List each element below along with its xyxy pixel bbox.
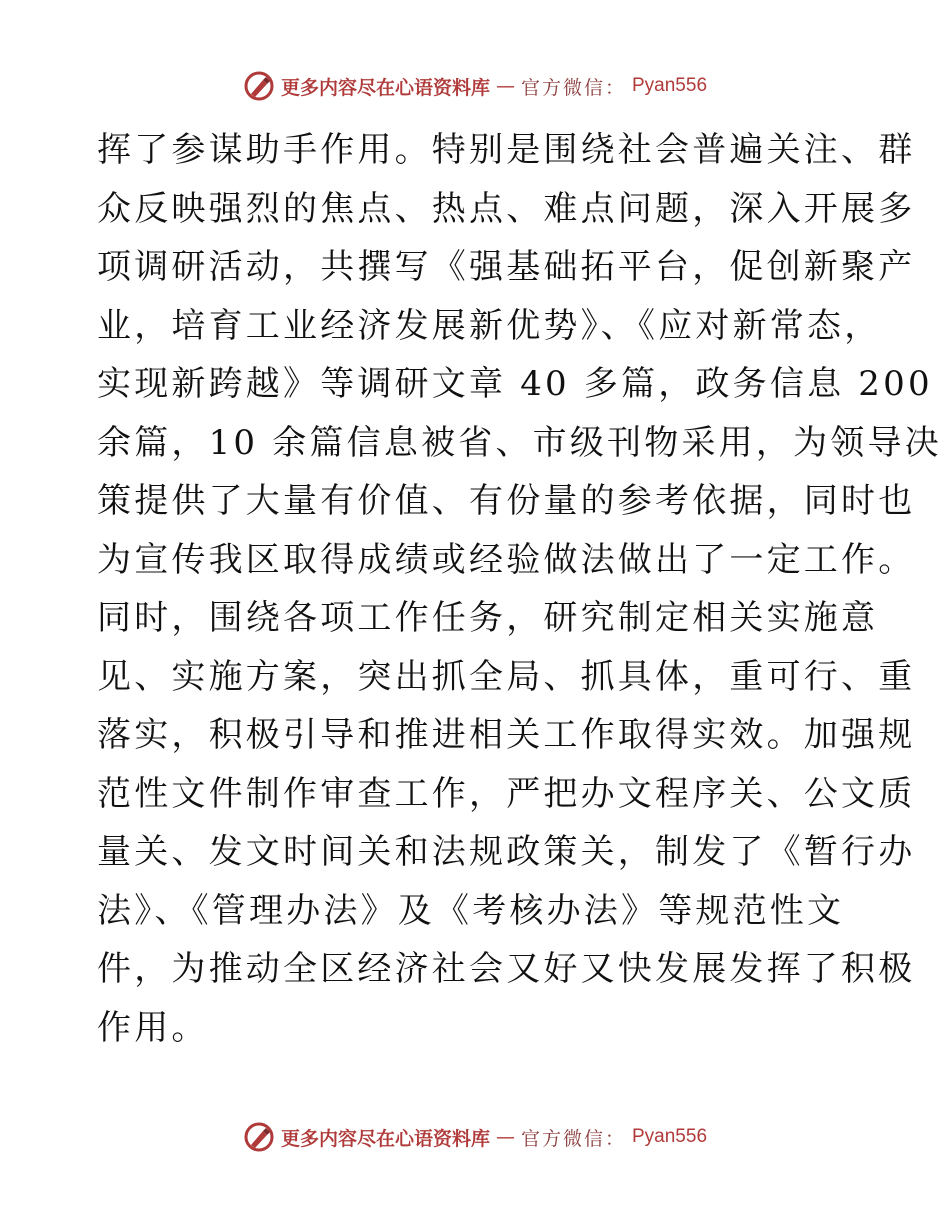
text-line: 见、实施方案，突出抓全局、抓具体，重可行、重 bbox=[97, 656, 916, 697]
header-wechat-label: 官方微信： bbox=[520, 76, 626, 99]
text-line: 量关、发文时间关和法规政策关，制发了《暂行办 bbox=[97, 832, 916, 872]
text-line: 策提供了大量有价值、有份量的参考依据，同时也 bbox=[97, 481, 916, 521]
text-line: 挥了参谋助手作用。特别是围绕社会普遍关注、群 bbox=[97, 130, 916, 170]
text-line: 余篇，10 余篇信息被省、市级刊物采用，为领导决 bbox=[97, 422, 942, 463]
text-line: 件，为推动全区经济社会又好又快发展发挥了积极 bbox=[97, 949, 916, 989]
pen-logo-icon bbox=[243, 1121, 275, 1153]
text-line: 为宣传我区取得成绩或经验做法做出了一定工作。 bbox=[97, 539, 916, 580]
footer-wechat-label: 官方微信： bbox=[520, 1127, 626, 1150]
text-line: 业，培育工业经济发展新优势》、《应对新常态， bbox=[97, 305, 882, 346]
footer-wechat-id: Pyan556 bbox=[632, 1126, 708, 1147]
text-line: 项调研活动，共撰写《强基础拓平台，促创新聚产 bbox=[97, 247, 916, 287]
text-line: 众反映强烈的焦点、热点、难点问题，深入开展多 bbox=[97, 188, 916, 229]
pen-logo-icon bbox=[243, 70, 275, 102]
header-banner bbox=[0, 70, 950, 102]
text-line: 落实，积极引导和推进相关工作取得实效。加强规 bbox=[97, 715, 916, 755]
footer-dash: — bbox=[495, 1126, 515, 1148]
header-site-text: 更多内容尽在心语资料库 bbox=[280, 76, 490, 99]
text-line: 范性文件制作审查工作，严把办文程序关、公文质 bbox=[97, 773, 916, 814]
text-line: 同时，围绕各项工作任务，研究制定相关实施意 bbox=[97, 598, 879, 638]
header-dash: — bbox=[495, 75, 515, 97]
footer-banner bbox=[0, 1121, 950, 1153]
document-body bbox=[97, 121, 942, 1057]
text-line: 实现新跨越》等调研文章 40 多篇，政务信息 200 bbox=[97, 364, 933, 404]
text-line: 法》、《管理办法》及《考核办法》等规范性文 bbox=[97, 890, 845, 931]
header-wechat-id: Pyan556 bbox=[632, 75, 708, 96]
text-line: 作用。 bbox=[97, 1007, 209, 1048]
footer-site-text: 更多内容尽在心语资料库 bbox=[280, 1127, 490, 1150]
